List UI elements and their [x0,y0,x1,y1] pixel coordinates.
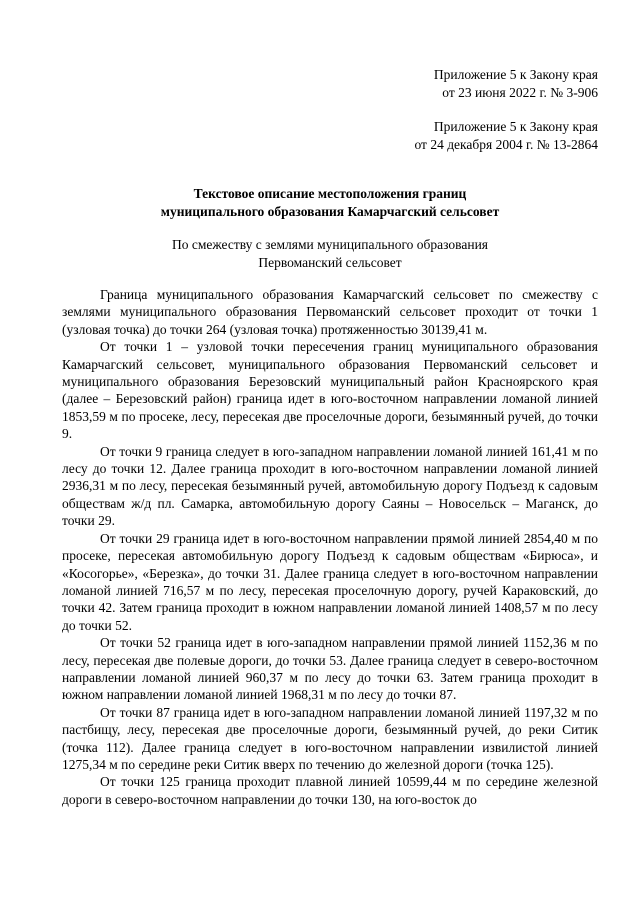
paragraph: От точки 87 граница идет в юго-западном направлении ломаной линией 1197,32 м по пастбищу, лесу, пересекая две проселочные дороги, безымянный ручей, до реки Ситик (точка 112). Далее граница следует в юго-восточном направлении извилистой линией 1275,34 м по середине реки Ситик вверх по течению до железной дороги (точка 125). [62,704,598,772]
paragraph: От точки 125 граница проходит плавной линией 10599,44 м по середине железной дороги в северо-восточном направлении до точки 130, на юго-восток до [62,774,598,807]
appendix-current-line2: от 23 июня 2022 г. № 3-906 [442,85,598,100]
title-line2: муниципального образования Камарчагский сельсовет [160,204,500,219]
appendix-original-line1: Приложение 5 к Закону края [433,119,598,134]
appendix-current-line1: Приложение 5 к Закону края [433,67,598,82]
document-title [62,185,598,221]
appendix-original-line2: от 24 декабря 2004 г. № 13-2864 [414,137,598,152]
paragraph: От точки 9 граница следует в юго-западном направлении ломаной линией 161,41 м по лесу до точки 12. Далее граница проходит в юго-восточном направлении ломаной линией 2936,31 м по лесу, пересекая безымянный ручей, автомобильную дорогу Подъезд к садовым обществам ж/д пл. Самарка, автомобильную дорогу Саяны – Новосельск – Маганск, до точки 29. [62,443,598,529]
document-body [62,286,598,808]
paragraph: Граница муниципального образования Камарчагский сельсовет по смежеству с землями муниципального образования Первоманский сельсовет проходит от точки 1 (узловая точка) до точки 264 (узловая точка) протяженностью 30139,41 м. [62,287,598,337]
paragraph: От точки 29 граница идет в юго-восточном направлении прямой линией 2854,40 м по просеке, пересекая автомобильную дорогу Подъезд к садовым обществам «Бирюса», и «Косогорье», «Березка», до точки 31. Далее граница следует в юго-восточном направлении ломаной линией 716,57 м по лесу, пересекая проселочную дорогу, ручей Караковский, до точки 42. Затем граница проходит в южном направлении ломаной линией 1408,57 м по лесу до точки 52. [62,530,598,633]
appendix-header-original [414,118,598,154]
section-subtitle [62,236,598,272]
title-line1: Текстовое описание местоположения границ [193,186,467,201]
subtitle-line2: Первоманский сельсовет [258,255,402,270]
paragraph: От точки 1 – узловой точки пересечения границ муниципального образования Камарчагский сельсовет, муниципального образования Первоманский сельсовет и муниципального образования Березовский муниципальный район Красноярского края (далее – Березовский район) граница идет в юго-восточном направлении ломаной линией 1853,59 м по просеке, лесу, пересекая две проселочные дороги, безымянный ручей, до точки 9. [62,339,598,442]
appendix-header-current [434,66,598,102]
paragraph: От точки 52 граница идет в юго-западном направлении прямой линией 1152,36 м по лесу, пересекая две полевые дороги, до точки 53. Далее граница следует в северо-восточном направлении ломаной линией 960,37 м по лесу до точки 63. Затем граница проходит в южном направлении ломаной линией 1968,31 м по лесу до точки 87. [62,635,598,703]
subtitle-line1: По смежеству с землями муниципального образования [171,237,489,252]
